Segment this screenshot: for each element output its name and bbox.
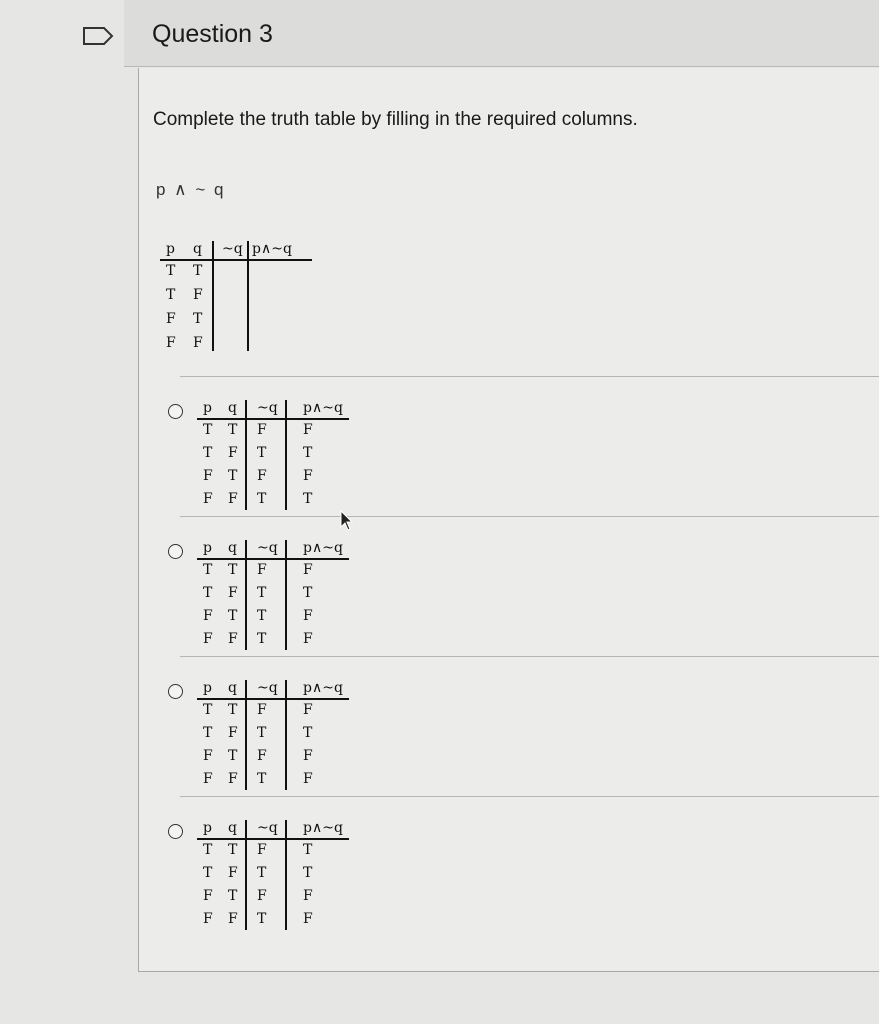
table-cell: F: [228, 911, 238, 927]
table-header-cell: q: [228, 540, 237, 556]
question-title: Question 3: [152, 20, 273, 48]
table-header-cell: p: [203, 820, 212, 836]
table-cell: T: [203, 725, 213, 741]
table-rule: [285, 680, 287, 790]
table-cell: T: [228, 422, 238, 438]
flag-icon[interactable]: [82, 26, 114, 46]
table-cell: F: [257, 702, 267, 718]
table-rule: [245, 400, 247, 510]
table-cell: T: [257, 911, 267, 927]
table-cell: T: [203, 445, 213, 461]
header-not-q: ~q: [222, 241, 243, 257]
table-cell: F: [303, 771, 313, 787]
table-cell: F: [203, 631, 213, 647]
header-p-and-not-q: p∧~q: [252, 241, 292, 257]
table-cell: T: [228, 748, 238, 764]
table-header-cell: p∧~q: [303, 820, 343, 836]
column-rule: [212, 241, 214, 351]
table-cell: F: [257, 888, 267, 904]
table-header-cell: p∧~q: [303, 540, 343, 556]
table-cell: T: [303, 445, 313, 461]
table-rule: [197, 698, 349, 700]
table-cell: F: [228, 491, 238, 507]
table-rule: [245, 540, 247, 650]
question-expression: p ∧ ~ q: [156, 180, 226, 199]
table-header-cell: q: [228, 680, 237, 696]
question-instruction: Complete the truth table by filling in the required columns.: [153, 109, 638, 130]
table-cell: T: [228, 562, 238, 578]
table-rule: [285, 400, 287, 510]
cell: F: [166, 311, 176, 327]
table-cell: T: [203, 562, 213, 578]
cell: F: [193, 287, 203, 303]
table-cell: F: [203, 771, 213, 787]
table-header-cell: p: [203, 400, 212, 416]
table-cell: T: [303, 865, 313, 881]
table-cell: T: [257, 491, 267, 507]
table-cell: T: [257, 608, 267, 624]
table-cell: F: [257, 468, 267, 484]
table-cell: F: [257, 842, 267, 858]
radio-button[interactable]: [168, 544, 183, 559]
table-cell: F: [228, 585, 238, 601]
header-rule: [160, 259, 312, 261]
table-cell: F: [303, 562, 313, 578]
table-rule: [197, 418, 349, 420]
table-cell: T: [228, 842, 238, 858]
table-cell: T: [228, 608, 238, 624]
table-header-cell: p: [203, 540, 212, 556]
header-q: q: [193, 241, 202, 257]
table-cell: T: [203, 842, 213, 858]
table-cell: T: [203, 422, 213, 438]
table-cell: T: [303, 842, 313, 858]
table-cell: F: [203, 888, 213, 904]
table-header-cell: q: [228, 820, 237, 836]
table-cell: T: [203, 585, 213, 601]
cell: F: [166, 335, 176, 351]
option-divider: [180, 796, 879, 797]
table-cell: F: [303, 911, 313, 927]
table-cell: F: [203, 911, 213, 927]
column-rule: [247, 241, 249, 351]
table-header-cell: ~q: [257, 820, 278, 836]
table-cell: F: [303, 608, 313, 624]
table-cell: F: [303, 468, 313, 484]
table-cell: F: [203, 748, 213, 764]
table-cell: F: [303, 702, 313, 718]
table-cell: T: [228, 468, 238, 484]
table-cell: T: [203, 865, 213, 881]
radio-button[interactable]: [168, 404, 183, 419]
table-cell: F: [203, 468, 213, 484]
table-cell: F: [228, 865, 238, 881]
table-cell: F: [228, 771, 238, 787]
cell: F: [193, 335, 203, 351]
table-cell: F: [257, 422, 267, 438]
option-divider: [180, 376, 879, 377]
table-header-cell: p∧~q: [303, 400, 343, 416]
table-cell: T: [257, 585, 267, 601]
table-cell: F: [203, 608, 213, 624]
table-cell: T: [257, 445, 267, 461]
table-cell: T: [228, 702, 238, 718]
cell: T: [193, 311, 203, 327]
table-header-cell: ~q: [257, 540, 278, 556]
radio-button[interactable]: [168, 824, 183, 839]
table-cell: T: [257, 725, 267, 741]
table-cell: T: [303, 725, 313, 741]
option-divider: [180, 656, 879, 657]
table-cell: F: [203, 491, 213, 507]
mouse-pointer-icon: [340, 510, 354, 532]
table-rule: [197, 838, 349, 840]
cell: T: [166, 287, 176, 303]
table-rule: [245, 680, 247, 790]
table-cell: F: [257, 562, 267, 578]
table-cell: F: [303, 631, 313, 647]
header-p: p: [166, 241, 175, 257]
table-rule: [285, 540, 287, 650]
table-cell: T: [257, 631, 267, 647]
table-cell: T: [303, 491, 313, 507]
table-cell: F: [303, 888, 313, 904]
table-cell: F: [228, 445, 238, 461]
table-header-cell: ~q: [257, 680, 278, 696]
cell: T: [193, 263, 203, 279]
table-cell: F: [257, 748, 267, 764]
table-header-cell: p∧~q: [303, 680, 343, 696]
table-cell: T: [257, 771, 267, 787]
table-cell: F: [303, 748, 313, 764]
table-cell: F: [228, 725, 238, 741]
table-rule: [245, 820, 247, 930]
table-cell: F: [228, 631, 238, 647]
radio-button[interactable]: [168, 684, 183, 699]
table-header-cell: q: [228, 400, 237, 416]
cell: T: [166, 263, 176, 279]
table-cell: T: [203, 702, 213, 718]
table-cell: T: [303, 585, 313, 601]
table-header-cell: ~q: [257, 400, 278, 416]
table-cell: F: [303, 422, 313, 438]
table-rule: [197, 558, 349, 560]
table-cell: T: [228, 888, 238, 904]
table-header-cell: p: [203, 680, 212, 696]
table-cell: T: [257, 865, 267, 881]
table-rule: [285, 820, 287, 930]
question-card: [138, 68, 879, 972]
option-divider: [180, 516, 879, 517]
